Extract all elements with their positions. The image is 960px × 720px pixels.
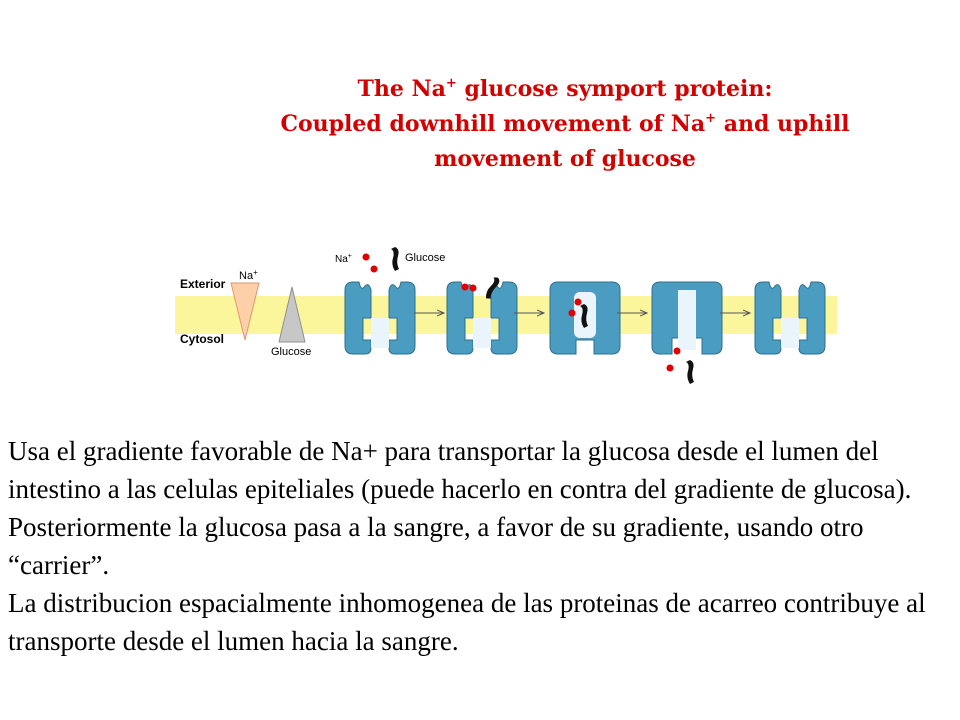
body-paragraph-2: Posteriormente la glucosa pasa a la sangre, a favor de su gradiente, usando otro “carrier”. bbox=[8, 512, 864, 580]
sodium-ion-icon bbox=[371, 266, 378, 273]
cytosol-label: Cytosol bbox=[180, 332, 225, 346]
transporter-protein-icon bbox=[652, 282, 722, 354]
sodium-ion-icon bbox=[363, 254, 370, 261]
na-ion-label: Na+ bbox=[335, 253, 352, 265]
exterior-label: Exterior bbox=[180, 277, 226, 291]
sodium-ion-icon bbox=[470, 285, 477, 292]
title-line-2: Coupled downhill movement of Na+ and uphill bbox=[280, 111, 850, 137]
transporter-protein-icon bbox=[755, 282, 825, 354]
body-paragraph-1: Usa el gradiente favorable de Na+ para transportar la glucosa desde el lumen del intestino a las celulas epiteliales (puede hacerlo en contra del gradiente de glucosa). bbox=[8, 436, 912, 504]
body-text bbox=[8, 432, 953, 660]
glucose-label: Glucose bbox=[405, 252, 446, 264]
glucose-gradient-label: Glucose bbox=[271, 346, 312, 358]
transporter-protein-icon bbox=[345, 282, 415, 354]
sodium-ion-icon bbox=[667, 365, 674, 372]
transporter-protein-icon bbox=[447, 282, 517, 354]
body-paragraph-3: La distribucion espacialmente inhomogenea de las proteinas de acarreo contribuye al transporte desde el lumen hacia la sangre. bbox=[8, 588, 926, 656]
title-line-1: The Na+ glucose symport protein: bbox=[357, 76, 773, 102]
sodium-ion-icon bbox=[575, 299, 582, 306]
glucose-molecule-icon bbox=[686, 360, 694, 384]
sodium-ion-icon bbox=[569, 310, 576, 317]
glucose-molecule-icon bbox=[391, 247, 399, 271]
na-gradient-label: Na+ bbox=[239, 268, 258, 282]
sodium-ion-icon bbox=[674, 348, 681, 355]
title-line-3: movement of glucose bbox=[434, 146, 696, 172]
sodium-ion-icon bbox=[462, 284, 469, 291]
